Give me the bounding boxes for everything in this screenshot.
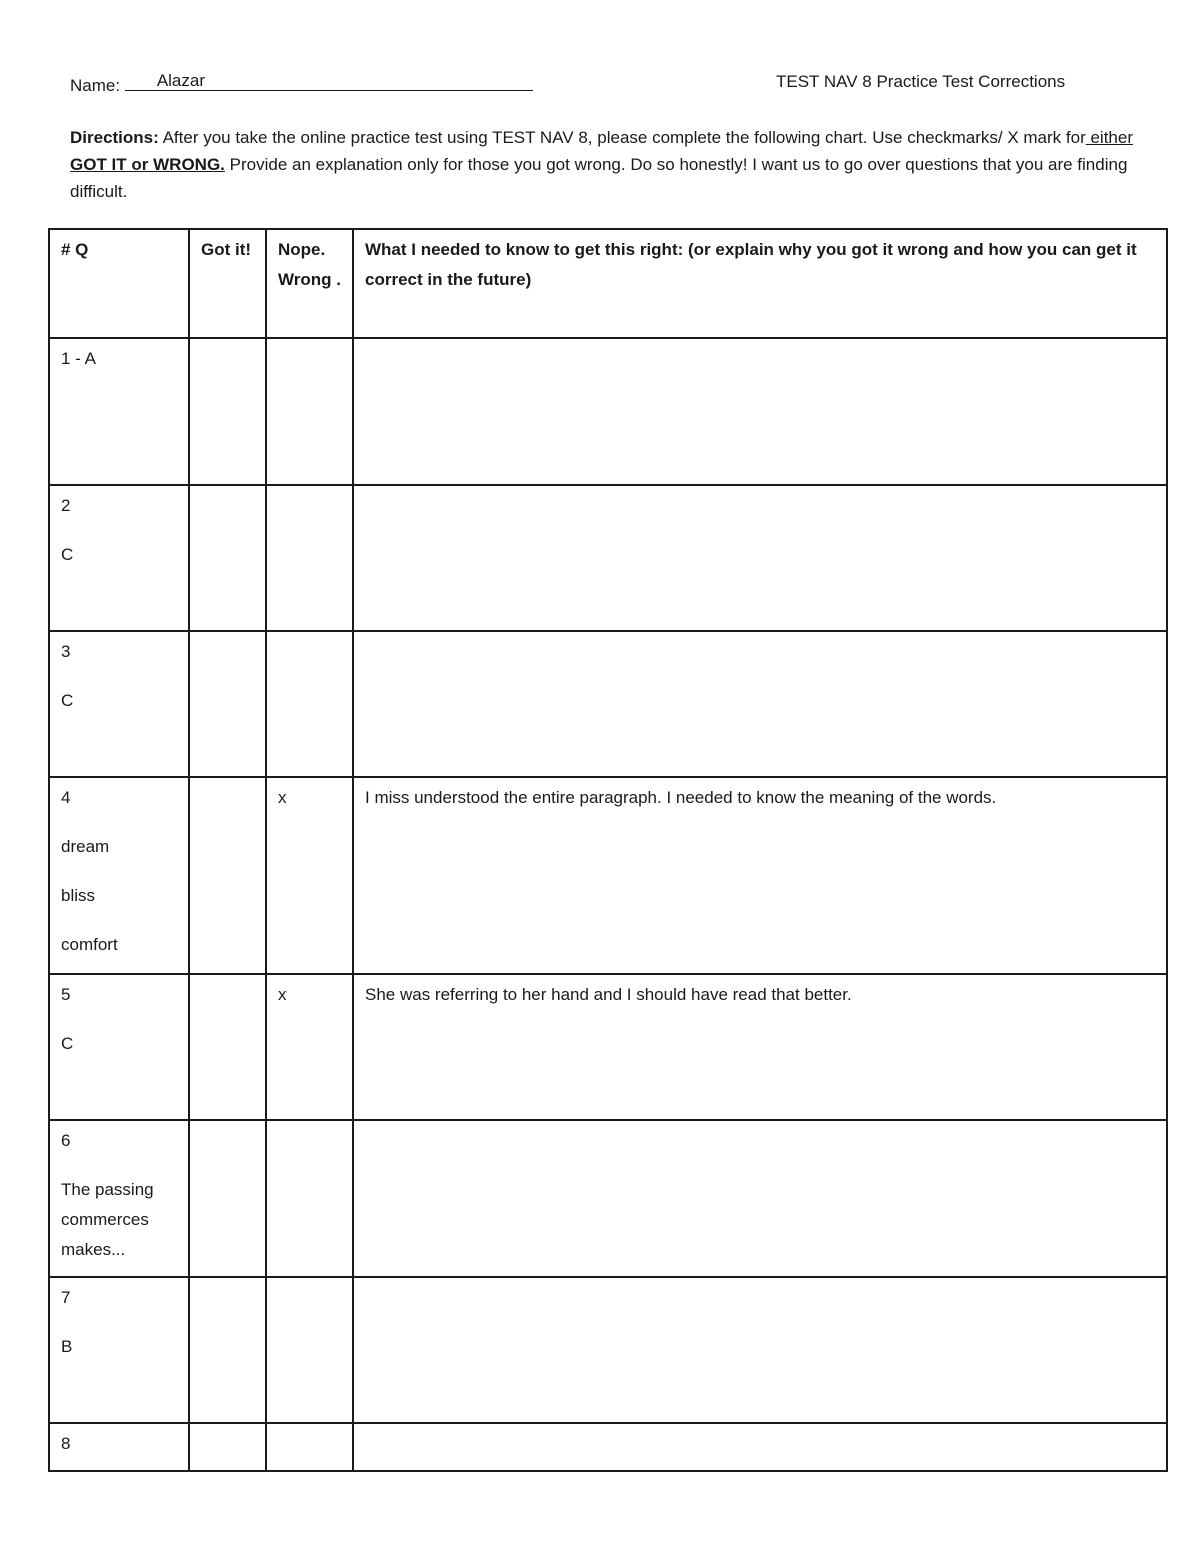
- explanation-cell[interactable]: [353, 485, 1167, 631]
- got-it-cell[interactable]: [189, 485, 266, 631]
- got-it-cell[interactable]: [189, 1277, 266, 1423]
- wrong-cell[interactable]: x: [266, 777, 353, 974]
- got-it-cell[interactable]: [189, 1120, 266, 1277]
- table-row: [49, 974, 1167, 1120]
- directions-text-1: After you take the online practice test using TEST NAV 8, please complete the following chart. Use checkmarks/ X mark for: [158, 128, 1086, 147]
- table-row: [49, 1423, 1167, 1471]
- question-line: bliss: [61, 886, 96, 905]
- got-it-cell[interactable]: [189, 1423, 266, 1471]
- question-line: dream: [61, 837, 110, 856]
- got-it-cell[interactable]: [189, 631, 266, 777]
- explanation-cell[interactable]: She was referring to her hand and I should have read that better.: [353, 974, 1167, 1120]
- directions-label: Directions:: [70, 128, 159, 147]
- question-cell: [49, 631, 189, 777]
- question-cell: [49, 338, 189, 485]
- table-row: [49, 485, 1167, 631]
- question-line: 6: [61, 1131, 71, 1150]
- table-body: [49, 338, 1167, 1471]
- header-row: [49, 229, 1167, 338]
- question-cell: [49, 1423, 189, 1471]
- wrong-cell[interactable]: [266, 631, 353, 777]
- wrong-cell[interactable]: [266, 1423, 353, 1471]
- page-title: TEST NAV 8 Practice Test Corrections: [776, 72, 1066, 91]
- header-explanation: What I needed to know to get this right: (or explain why you got it wrong and how you can get it correct in the future): [353, 229, 1167, 338]
- name-field: [70, 72, 533, 96]
- table-row: [49, 1120, 1167, 1277]
- question-line: C: [61, 545, 74, 564]
- explanation-cell[interactable]: [353, 338, 1167, 485]
- explanation-cell[interactable]: I miss understood the entire paragraph. I needed to know the meaning of the words.: [353, 777, 1167, 974]
- table-row: [49, 777, 1167, 974]
- wrong-cell[interactable]: [266, 485, 353, 631]
- question-line: comfort: [61, 935, 118, 954]
- explanation-cell[interactable]: [353, 1120, 1167, 1277]
- question-cell: [49, 974, 189, 1120]
- table-row: [49, 1277, 1167, 1423]
- explanation-cell[interactable]: [353, 1423, 1167, 1471]
- wrong-cell[interactable]: [266, 1277, 353, 1423]
- question-cell: [49, 1277, 189, 1423]
- question-line: The passing commerces makes...: [61, 1180, 154, 1259]
- question-cell: [49, 1120, 189, 1277]
- page-header: [70, 72, 1100, 100]
- table-row: [49, 631, 1167, 777]
- header-wrong: Nope. Wrong .: [266, 229, 353, 338]
- corrections-table: [48, 228, 1168, 1472]
- wrong-cell[interactable]: [266, 338, 353, 485]
- question-line: B: [61, 1337, 73, 1356]
- table-row: [49, 338, 1167, 485]
- wrong-cell[interactable]: x: [266, 974, 353, 1120]
- question-line: C: [61, 691, 74, 710]
- got-it-cell[interactable]: [189, 974, 266, 1120]
- header-got-it: Got it!: [189, 229, 266, 338]
- header-question-number: # Q: [49, 229, 189, 338]
- name-value: Alazar: [156, 71, 205, 90]
- question-line: 7: [61, 1288, 71, 1307]
- wrong-cell[interactable]: [266, 1120, 353, 1277]
- name-line: [125, 72, 533, 91]
- question-line: 1 - A: [61, 349, 96, 368]
- or-emphasis: or: [126, 155, 154, 174]
- explanation-cell[interactable]: [353, 631, 1167, 777]
- question-line: 4: [61, 788, 71, 807]
- directions: [70, 124, 1150, 205]
- directions-text-3: Provide an explanation only for those you got wrong. Do so honestly! I want us to go over questions that you are finding difficult.: [70, 155, 1128, 201]
- question-cell: [49, 485, 189, 631]
- wrong-emphasis: WRONG.: [153, 155, 225, 174]
- directions-text-either: either: [1085, 128, 1133, 147]
- question-line: 3: [61, 642, 71, 661]
- question-line: 5: [61, 985, 71, 1004]
- name-label: Name:: [70, 76, 121, 95]
- question-line: 8: [61, 1434, 71, 1453]
- question-line: C: [61, 1034, 74, 1053]
- got-it-emphasis: GOT IT: [70, 155, 127, 174]
- question-cell: [49, 777, 189, 974]
- got-it-cell[interactable]: [189, 338, 266, 485]
- question-line: 2: [61, 496, 71, 515]
- got-it-cell[interactable]: [189, 777, 266, 974]
- explanation-cell[interactable]: [353, 1277, 1167, 1423]
